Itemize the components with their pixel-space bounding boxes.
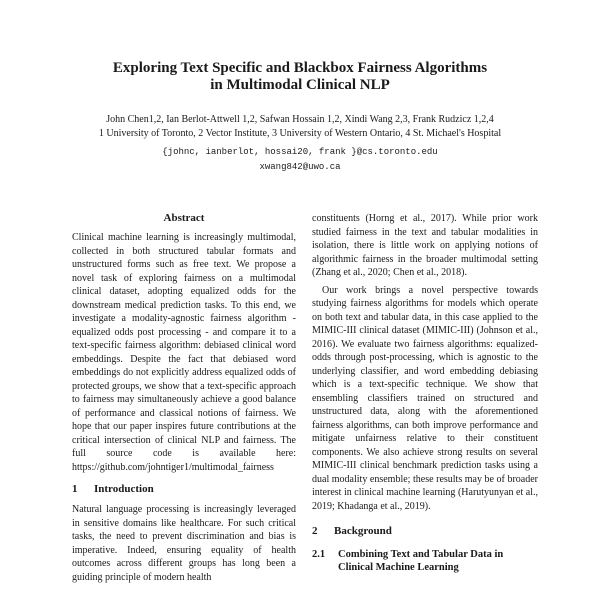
author-list: John Chen1,2, Ian Berlot-Attwell 1,2, Safwan Hossain 1,2, Xindi Wang 2,3, Frank Rudzicz 1,2,4 bbox=[106, 114, 494, 125]
title-line-2: in Multimodal Clinical NLP bbox=[210, 77, 390, 93]
section-heading-introduction bbox=[72, 483, 296, 496]
body-paragraph-1: constituents (Horng et al., 2017). While prior work studied fairness in the text and tabular modalities in isolation, there is little work on applying notions of algorithmic fairness in the broader multimodal setting (Zhang et al., 2020; Chen et al., 2018). bbox=[312, 213, 538, 278]
subsection-heading-2-1 bbox=[312, 548, 538, 574]
abstract-heading: Abstract bbox=[163, 212, 205, 224]
email-line-2: xwang842@uwo.ca bbox=[259, 162, 341, 172]
intro-paragraph: Natural language processing is increasingly leveraged in sensitive domains like healthcare. For such critical tasks, the need to prevent discrimination and bias is imperative. Indeed, ensuring equality of health outcomes across different groups has long been a guiding principle of modern health bbox=[72, 504, 296, 583]
section-heading-background bbox=[312, 525, 538, 538]
section-title: Introduction bbox=[94, 483, 154, 495]
email-line-1: {johnc, ianberlot, hossai20, frank }@cs.toronto.edu bbox=[162, 147, 438, 157]
left-column bbox=[72, 212, 296, 584]
right-column bbox=[312, 212, 538, 574]
section-title: Background bbox=[334, 525, 392, 537]
section-number: 2 bbox=[312, 525, 318, 537]
section-number: 1 bbox=[72, 483, 78, 495]
subsection-title: Combining Text and Tabular Data in Clinical Machine Learning bbox=[338, 549, 504, 573]
affiliations: 1 University of Toronto, 2 Vector Institute, 3 University of Western Ontario, 4 St. Michael's Hospital bbox=[98, 128, 502, 139]
title-line-1: Exploring Text Specific and Blackbox Fairness Algorithms bbox=[112, 60, 488, 76]
abstract-text: Clinical machine learning is increasingly multimodal, collected in both structured tabular formats and unstructured forms such as free text. We propose a novel task of exploring fairness on a multimodal clinical dataset, adopting equalized odds for the downstream medical prediction tasks. To this end, we investigate a modality-agnostic fairness algorithm - equalized odds post processing - and compare it to a text-specific fairness algorithm: debiased clinical word embeddings. Despite the fact that debiased word embeddings do not explicitly address equalized odds of protected groups, we show that a text-specific approach to fairness may simultaneously achieve a good balance of performance and classical notions of fairness. We hope that our paper inspires future contributions at the critical intersection of clinical NLP and fairness. The full source code is available here: https://github.com/johntiger1/multimodal_fairness bbox=[72, 232, 296, 473]
subsection-number: 2.1 bbox=[312, 549, 326, 560]
body-paragraph-2: Our work brings a novel perspective towards studying fairness algorithms for models which operate on both text and tabular data, in this case applied to the MIMIC-III clinical dataset (MIMIC-III) (Johnson et al., 2016). We evaluate two fairness algorithms: equalized-odds through post-processing, which is agnostic to the underlying classifier, and word embedding debiasing which is a text-specific technique. We show that ensembling classifiers trained on structured and unstructured data, along with the aforementioned fairness algorithms, can both improve performance and mitigate unfairness relative to their constituent components. We also achieve strong results on several MIMIC-III clinical benchmark prediction tasks using a dual modality ensemble; these results may be of broader interest in clinical machine learning (Harutyunyan et al., 2019; Khadanga et al., 2019). bbox=[312, 284, 538, 512]
paper-title bbox=[0, 60, 600, 94]
